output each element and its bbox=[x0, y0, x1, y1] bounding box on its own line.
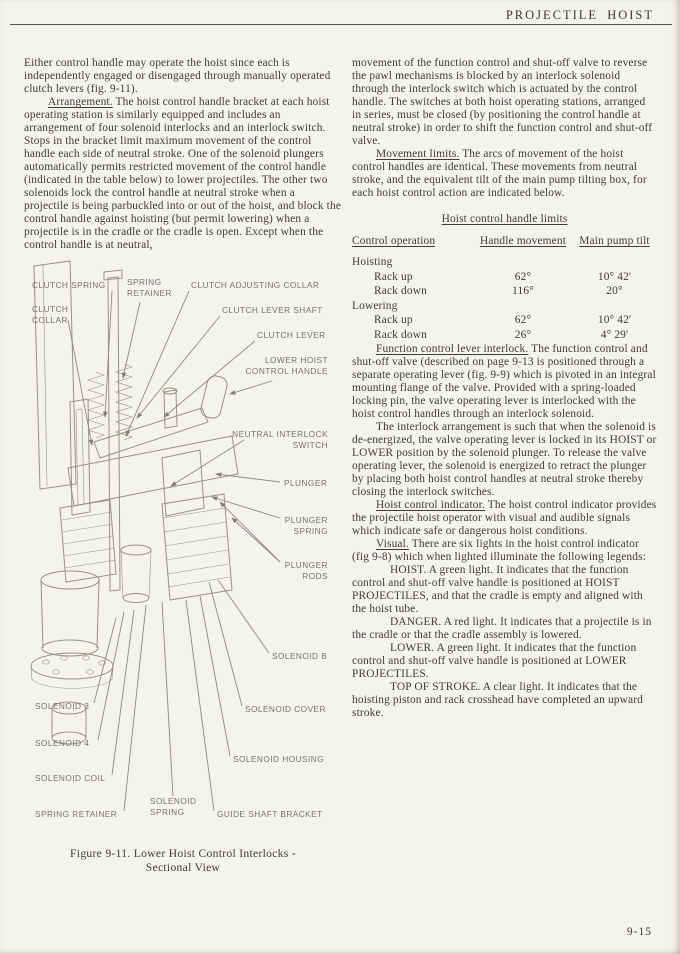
paragraph-danger-light: DANGER. A red light. It indicates that a projectile is in the cradle or that the cradle assembly is lowered. bbox=[352, 616, 652, 641]
figure-label-clutch-spring: CLUTCH SPRING bbox=[32, 280, 106, 290]
paragraph-lower-light: LOWER. A green light. It indicates that the function control and shut-off valve handle is positioned at LOWER PROJECTILES. bbox=[352, 642, 637, 680]
leader-line-clutch-collar bbox=[68, 320, 92, 445]
leader-line-solenoid-b bbox=[218, 580, 269, 653]
leader-line-solenoid-housing bbox=[200, 596, 230, 756]
figure-label-clutch-lever-shaft: CLUTCH LEVER SHAFT bbox=[222, 305, 323, 315]
figure-label-clutch-collar: CLUTCH COLLAR bbox=[32, 304, 69, 325]
paragraph: movement of the function control and shut-off valve to reverse the pawl mechanisms is blocked by an interlock solenoid through the interlock switch which is actuated by the control handle. The switches at both hoist operating stations, arranged in series, must be closed (by positioning the control handle at neutral stroke) in order to shift the function control and shut-off valve. bbox=[352, 57, 653, 147]
leader-line-solenoid-spring bbox=[162, 602, 173, 796]
figure-caption: Figure 9-11. Lower Hoist Control Interlocks - Sectional View bbox=[70, 847, 296, 874]
figure-label-spring-retainer-lower: SPRING RETAINER bbox=[35, 809, 118, 819]
leader-line-plunger-rods bbox=[232, 518, 280, 562]
figure-label-solenoid-coil: SOLENOID COIL bbox=[35, 773, 106, 783]
figure-label-spring-retainer: SPRING RETAINER bbox=[127, 277, 172, 298]
table-row: Rack up 62° 10° 42' bbox=[374, 270, 632, 283]
paragraph-lead: Arrangement. bbox=[48, 96, 113, 108]
figure-label-solenoid-b: SOLENOID B bbox=[272, 651, 328, 661]
leader-line-solenoid-cover bbox=[209, 582, 242, 706]
right-column bbox=[352, 0, 657, 720]
figure-labels bbox=[32, 277, 328, 819]
paragraph-interlock-arrangement: The interlock arrangement is such that when the solenoid is de-energized, the valve operating lever is locked in its HOIST or LOWER position by the solenoid plunger. To release the valve operating lever, the solenoid is energized to retract the plunger by placing both hoist control handles at neutral stroke thereby closing the interlock switches. bbox=[352, 421, 657, 498]
hoist-limits-table bbox=[352, 213, 657, 343]
figure-9-11 bbox=[24, 260, 342, 875]
figure-drawing bbox=[31, 261, 238, 744]
table-header-control-operation: Control operation bbox=[352, 235, 436, 247]
table-row: Rack up 62° 10° 42' bbox=[374, 314, 632, 326]
page-number: 9-15 bbox=[626, 926, 652, 938]
leader-line-lower-hoist-control-handle bbox=[230, 381, 272, 394]
paragraph-top-of-stroke-light: TOP OF STROKE. A clear light. It indicates that the hoisting piston and rack crosshead have completed an upward stroke. bbox=[352, 681, 644, 719]
figure-label-solenoid-housing: SOLENOID HOUSING bbox=[233, 754, 325, 764]
leader-line-solenoid-4 bbox=[98, 612, 124, 740]
left-column bbox=[24, 0, 342, 875]
figure-label-clutch-lever: CLUTCH LEVER bbox=[257, 330, 326, 340]
table-header-row bbox=[352, 235, 657, 249]
table-title: Hoist control handle limits bbox=[441, 213, 568, 225]
figure-label-plunger-spring: PLUNGER SPRING bbox=[284, 515, 328, 536]
leader-line-plunger-spring bbox=[212, 497, 280, 518]
leader-line-clutch-lever bbox=[164, 341, 255, 417]
paragraph-hoist-light: HOIST. A green light. It indicates that the function control and shut-off valve handle is positioned at HOIST PROJECTILES, and that the cradle is empty and aligned with the hoist tube. bbox=[352, 564, 643, 615]
table-row: Rack down 116° 20° bbox=[374, 285, 623, 297]
table-header-handle-movement: Handle movement bbox=[479, 235, 567, 247]
figure-label-plunger-rods: PLUNGER RODS bbox=[284, 560, 328, 581]
figure-label-neutral-interlock-switch: NEUTRAL INTERLOCK SWITCH bbox=[232, 429, 328, 450]
leader-line-guide-shaft-bracket bbox=[186, 600, 214, 811]
figure-label-solenoid-4: SOLENOID 4 bbox=[35, 738, 90, 748]
figure-label-solenoid-3: SOLENOID 3 bbox=[35, 701, 90, 711]
figure-label-solenoid-cover: SOLENOID COVER bbox=[245, 704, 326, 714]
leader-line-spring-retainer-lower bbox=[124, 605, 146, 811]
leader-line-clutch-adjusting-collar bbox=[126, 291, 189, 436]
paragraph-arrangement: Arrangement. The hoist control handle bracket at each hoist operating station is similarly equipped and includes an arrangement of four solenoid interlocks and an interlock switch. Stops in the bracket limit maximum movement of the control handle each side of neutral stroke. One of the solenoid plungers automatically permits restricted movement of the control handle (indicated in the table below) to lower projectiles. The other two solenoids lock the control handle at neutral stroke when a projectile is being parbuckled into or out of the hoist, and block the control handle against hoisting (but permit lowering) when a projectile is in the cradle or the cradle is open. Except when the control handle is at neutral, bbox=[24, 96, 342, 251]
figure-label-clutch-adjusting-collar: CLUTCH ADJUSTING COLLAR bbox=[191, 280, 320, 290]
paragraph-function-control: Function control lever interlock. The function control and shut-off valve (described on page 9-13 is positioned through a separate operating lever (fig. 9-9) which is pivoted in an integral mounting flange of the valve. Provided with a spring-loaded locking pin, the valve operating lever is interlocked with the hoist control handles through an interlock solenoid. bbox=[352, 343, 656, 420]
running-head: PROJECTILE HOIST bbox=[505, 8, 654, 22]
figure-sectional-view bbox=[24, 260, 354, 838]
figure-label-guide-shaft-bracket: GUIDE SHAFT BRACKET bbox=[217, 809, 323, 819]
paragraph: Either control handle may operate the hoist since each is independently engaged or disengaged through manually operated clutch levers (fig. 9-11). bbox=[24, 57, 331, 95]
table-row: Hoisting bbox=[352, 256, 393, 268]
leader-line-neutral-interlock-switch bbox=[171, 440, 244, 486]
table-header-main-pump-tilt: Main pump tilt bbox=[579, 235, 650, 247]
leader-line-clutch-lever-shaft bbox=[137, 316, 220, 418]
paragraph-movement-limits: Movement limits. The arcs of movement of the hoist control handles are identical. These movements from neutral stroke, and the equivalent tilt of the main pump tilting box, for each hoist control action are indicated below. bbox=[352, 148, 647, 199]
figure-label-solenoid-spring: SOLENOID SPRING bbox=[150, 796, 197, 817]
table-row: Rack down 26° 4° 29' bbox=[374, 328, 629, 341]
table-row: Lowering bbox=[352, 299, 398, 312]
figure-label-lower-hoist-control-handle: LOWER HOIST CONTROL HANDLE bbox=[245, 355, 328, 376]
leader-line-plunger bbox=[216, 474, 280, 482]
figure-label-plunger: PLUNGER bbox=[284, 478, 328, 488]
paragraph-hoist-control-indicator: Hoist control indicator. The hoist control indicator provides the projectile hoist operator with visual and audible signals which indicate safe or dangerous hoist conditions. bbox=[352, 499, 657, 537]
paragraph-visual: Visual. There are six lights in the hoist control indicator (fig 9-8) which when lighted illuminate the following legends: bbox=[352, 538, 647, 563]
